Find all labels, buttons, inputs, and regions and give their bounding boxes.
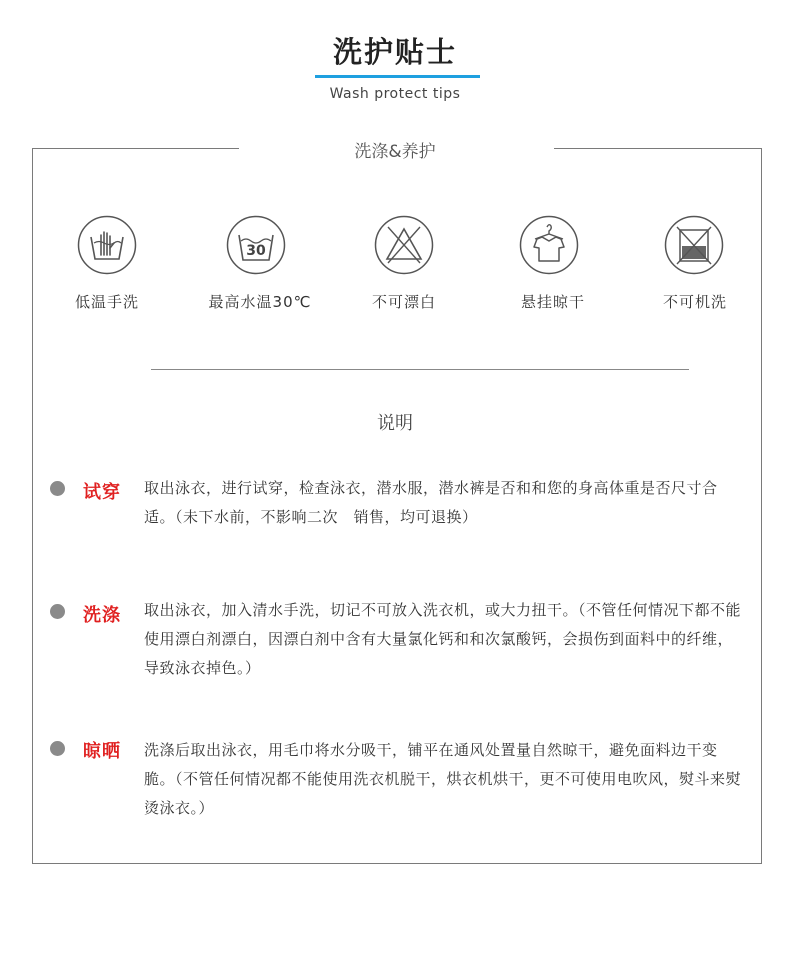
bullet-dot [50,481,65,496]
no-machine-wash-icon [664,215,724,275]
hang-dry-icon [519,215,579,275]
title-underline [315,75,480,78]
page-title: 洗护贴士 [332,35,457,69]
care-label-hand-wash: 低温手洗 [74,293,139,311]
wash-30-icon [226,215,286,275]
care-label-wash-30: 最高水温30℃ [208,293,312,311]
hand-wash-icon [77,215,137,275]
care-section-label: 洗涤&养护 [354,142,436,162]
care-label-no-machine-wash: 不可机洗 [662,293,727,311]
bullet-dot [50,741,65,756]
bullet-dot [50,604,65,619]
section-divider [151,369,689,370]
note-text-try-on: 取出泳衣，进行试穿，检查泳衣，潜水服，潜水裤是否和和您的身高体重是否尺寸合适。（未下水前，不影响二次 销售，均可退换） [144,479,718,526]
care-label-hang-dry: 悬挂晾干 [520,293,585,311]
note-text-dry: 洗涤后取出泳衣，用毛巾将水分吸干，铺平在通风处置量自然晾干，避免面料边干变脆。（不管任何情况都不能使用洗衣机脱干，烘衣机烘干，更不可使用电吹风，熨斗来熨烫泳衣。） [144,741,742,817]
note-term-wash: 洗涤 [83,605,121,626]
wash-temp-number: 30 [246,243,266,259]
notes-title: 说明 [377,413,413,434]
note-term-try-on: 试穿 [83,482,121,503]
note-text-wash: 取出泳衣，加入清水手洗，切记不可放入洗衣机，或大力扭干。（不管任何情况下都不能使用漂白剂漂白，因漂白剂中含有大量氯化钙和和次氯酸钙，会损伤到面料中的纤维，导致泳衣掉色。） [144,601,742,677]
page-subtitle: Wash protect tips [329,86,461,102]
care-label-no-bleach: 不可漂白 [371,293,436,311]
note-term-dry: 晾晒 [83,741,121,762]
no-bleach-icon [374,215,434,275]
